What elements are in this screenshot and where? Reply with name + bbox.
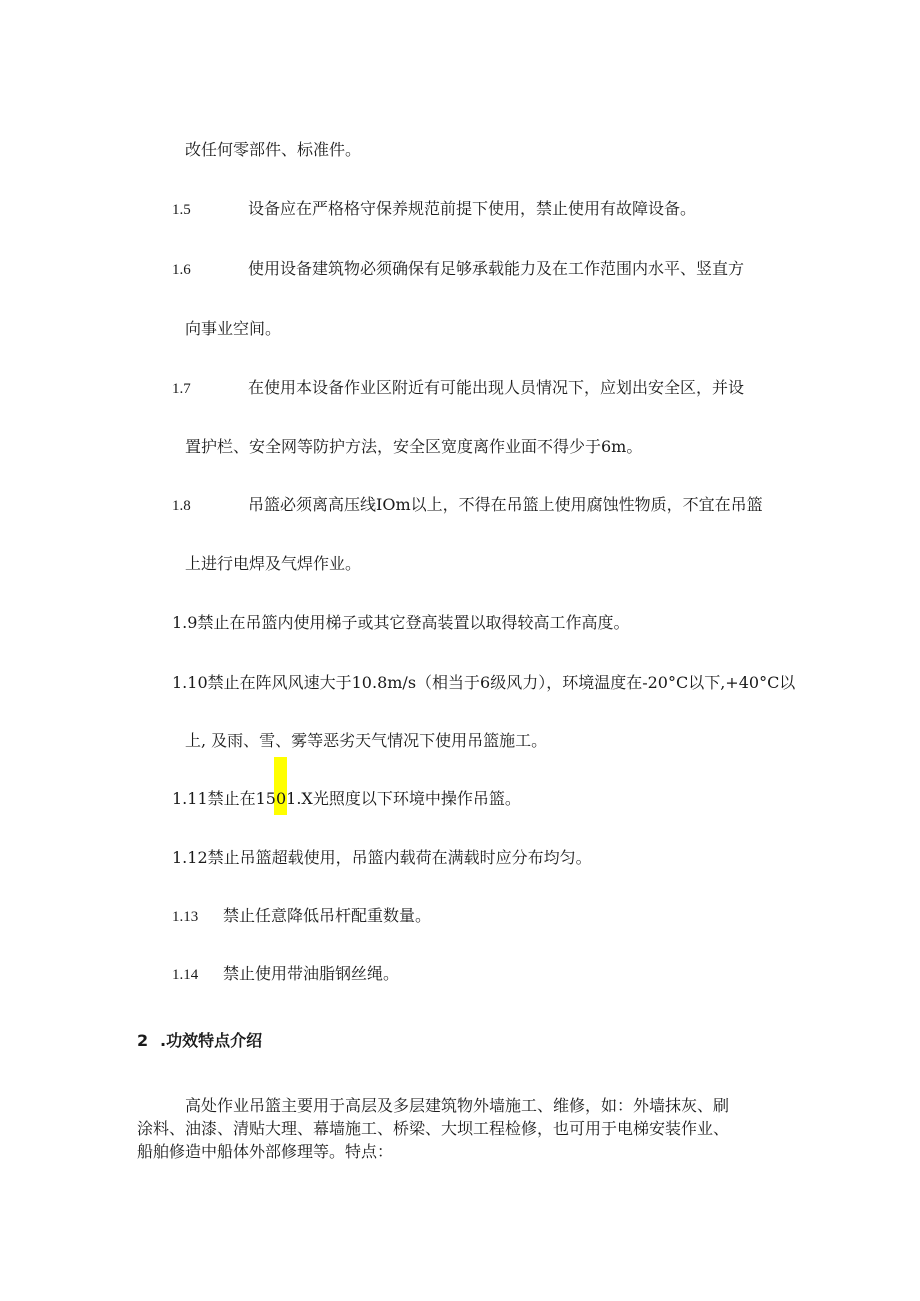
item-line: 1.9禁止在吊篮内使用梯子或其它登高装置以取得较高工作高度。 <box>172 613 630 632</box>
item-text: 吊篮必须离高压线IOm以上，不得在吊篮上使用腐蚀性物质，不宜在吊篮 <box>248 495 763 514</box>
item-line: 1.11禁止在1501.X光照度以下环境中操作吊篮。 <box>172 789 521 808</box>
item-text: 禁止使用带油脂钢丝绳。 <box>223 964 400 983</box>
item-number: 1.8 <box>172 498 191 514</box>
item-number: 1.6 <box>172 262 191 278</box>
item-line: 1.12禁止吊篮超载使用，吊篮内载荷在满载时应分布均匀。 <box>172 848 592 867</box>
item-text: 禁止任意降低吊杆配重数量。 <box>223 906 432 925</box>
text-line: 改任何零部件、标准件。 <box>185 140 362 159</box>
paragraph-line: 涂料、油漆、清贴大理、幕墙施工、桥梁、大坝工程检修，也可用于电梯安装作业、 <box>137 1119 730 1138</box>
item-text: 设备应在严格格守保养规范前提下使用，禁止使用有故障设备。 <box>248 199 697 218</box>
paragraph-line: 高处作业吊篮主要用于高层及多层建筑物外墙施工、维修，如：外墙抹灰、刷 <box>185 1096 730 1115</box>
item-number: 1.5 <box>172 202 191 218</box>
item-text: 使用设备建筑物必须确保有足够承载能力及在工作范围内水平、竖直方 <box>248 259 745 278</box>
section-heading: .功效特点介绍 <box>160 1031 263 1050</box>
paragraph-line: 船舶修造中船体外部修理等。特点： <box>137 1142 394 1161</box>
section-number: 2 <box>137 1031 149 1050</box>
item-number: 1.7 <box>172 381 191 397</box>
item-number: 1.14 <box>172 967 199 983</box>
text-line: 向事业空间。 <box>185 319 282 338</box>
text-line: 置护栏、安全网等防护方法，安全区宽度离作业面不得少于6m。 <box>185 437 643 456</box>
item-text: 在使用本设备作业区附近有可能出现人员情况下，应划出安全区，并设 <box>248 378 745 397</box>
item-number: 1.13 <box>172 909 199 925</box>
text-line: 上进行电焊及气焊作业。 <box>185 554 362 573</box>
item-line: 1.10禁止在阵风风速大于10.8m∕s（相当于6级风力），环境温度在-20°C以下,+40°C以 <box>172 673 796 692</box>
text-line: 上, 及雨、雪、雾等恶劣天气情况下使用吊篮施工。 <box>185 731 548 750</box>
